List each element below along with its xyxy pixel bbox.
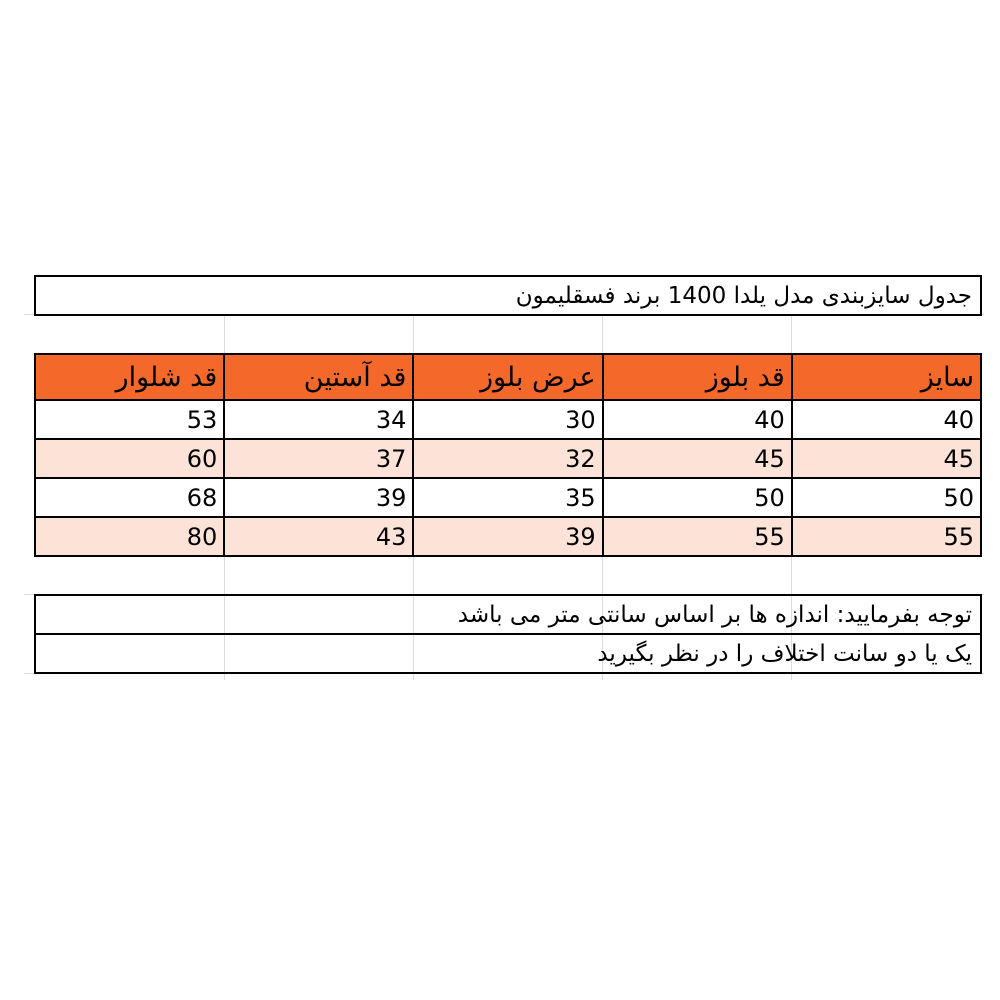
table-cell: 68 xyxy=(35,478,224,517)
size-table xyxy=(34,353,982,557)
table-row xyxy=(35,517,981,556)
note-units: توجه بفرمایید: اندازه ها بر اساس سانتی متر می باشد xyxy=(34,594,982,635)
table-row xyxy=(35,439,981,478)
table-cell: 55 xyxy=(792,517,981,556)
table-cell: 43 xyxy=(224,517,413,556)
table-cell: 39 xyxy=(224,478,413,517)
table-cell: 30 xyxy=(413,400,602,439)
header-pants-length: قد شلوار xyxy=(35,354,224,400)
table-cell: 40 xyxy=(792,400,981,439)
table-title: جدول سایزبندی مدل یلدا 1400 برند فسقلیمون xyxy=(34,275,982,316)
table-cell: 40 xyxy=(603,400,792,439)
table-cell: 45 xyxy=(603,439,792,478)
header-sleeve-length: قد آستین xyxy=(224,354,413,400)
table-row xyxy=(35,478,981,517)
header-blouse-length: قد بلوز xyxy=(603,354,792,400)
table-cell: 53 xyxy=(35,400,224,439)
table-cell: 55 xyxy=(603,517,792,556)
table-cell: 34 xyxy=(224,400,413,439)
note-tolerance: یک یا دو سانت اختلاف را در نظر بگیرید xyxy=(34,633,982,674)
table-header-row xyxy=(35,354,981,400)
table-cell: 37 xyxy=(224,439,413,478)
table-cell: 80 xyxy=(35,517,224,556)
table-row xyxy=(35,400,981,439)
table-cell: 32 xyxy=(413,439,602,478)
table-cell: 50 xyxy=(792,478,981,517)
table-cell: 39 xyxy=(413,517,602,556)
table-cell: 45 xyxy=(792,439,981,478)
table-cell: 60 xyxy=(35,439,224,478)
header-size: سایز xyxy=(792,354,981,400)
table-cell: 35 xyxy=(413,478,602,517)
table-cell: 50 xyxy=(603,478,792,517)
header-blouse-width: عرض بلوز xyxy=(413,354,602,400)
